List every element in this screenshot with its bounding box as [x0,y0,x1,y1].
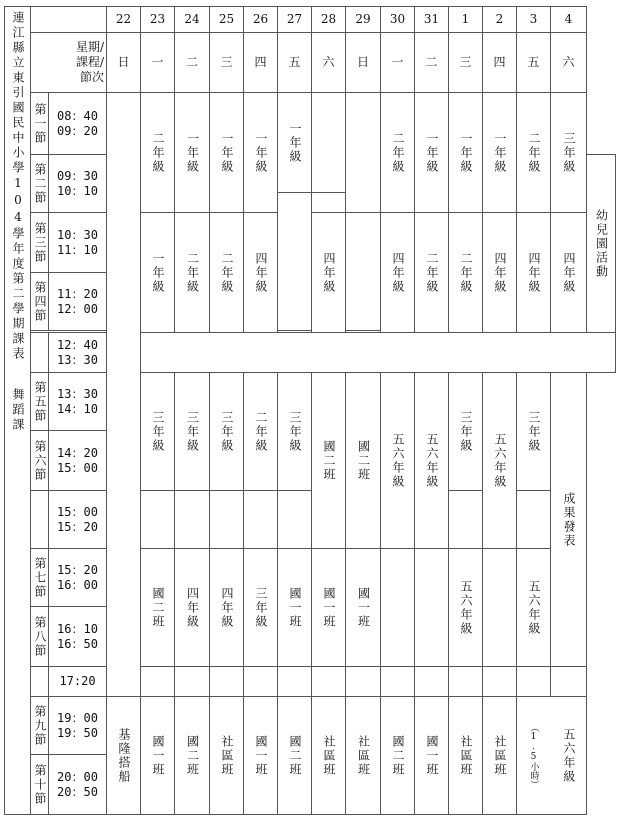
empty-cell [278,193,312,331]
schedule-cell: 國二班 [312,373,346,549]
date-header: 24 [175,7,210,33]
time-slot: 13：30 14：10 [49,373,107,431]
time-slot: 11：20 12：00 [49,273,107,331]
schedule-cell: 幼兒園活動 [587,155,616,333]
empty-cell [312,93,346,193]
date-header: 26 [244,7,278,33]
date-header: 3 [517,7,551,33]
time-slot: 15：20 16：00 [49,549,107,607]
weekday-header: 一 [381,33,415,93]
side-title: 連江縣立東引國民中小學104學年度第二學期課表 [11,11,25,362]
empty-cell [483,549,517,667]
corner-blank [31,7,107,33]
date-header: 30 [381,7,415,33]
schedule-cell: 一年級 [244,93,278,213]
schedule-cell: 四年級 [517,213,551,333]
date-header: 1 [449,7,483,33]
weekday-header: 六 [551,33,587,93]
schedule-cell: 一年級 [449,93,483,213]
empty-cell [278,491,312,549]
schedule-cell: 五六年級 [449,549,483,667]
schedule-cell: 四年級 [312,213,346,333]
time-slot: 10：30 11：10 [49,213,107,273]
schedule-cell: 一年級 [278,93,312,193]
side-subtitle: 舞蹈課 [11,388,25,433]
date-header: 28 [312,7,346,33]
schedule-cell: 四年級 [175,549,210,667]
time-slot: 08：40 09：20 [49,93,107,155]
schedule-cell: 五六年級 [483,373,517,549]
schedule-cell: 成果發表 [551,373,587,667]
time-slot: 20：00 20：50 [49,755,107,815]
period-label: 第四節 [31,273,49,331]
schedule-cell: 國一班 [244,697,278,815]
period-label: 第七節 [31,549,49,607]
schedule-cell: 一年級 [141,213,175,333]
empty-cell [381,667,415,697]
empty-cell [210,491,244,549]
schedule-cell: 五六年級 [517,549,551,667]
empty-cell [141,667,175,697]
time-slot: 14：20 15：00 [49,431,107,491]
empty-cell [346,213,381,331]
schedule-cell: 社區班 [346,697,381,815]
schedule-cell: 一年級 [415,93,449,213]
schedule-cell: 四年級 [483,213,517,333]
weekday-header: 五 [278,33,312,93]
weekday-header: 日 [107,33,141,93]
empty-cell [483,667,517,697]
empty-cell [244,491,278,549]
schedule-cell: 四年級 [210,549,244,667]
schedule-cell: 二年級 [244,373,278,491]
corner-label: 星期/ 課程/ 節次 [31,33,107,93]
period-label: 第五節 [31,373,49,431]
empty-cell [175,667,210,697]
schedule-cell: 國一班 [312,549,346,667]
date-header: 31 [415,7,449,33]
weekday-header: 五 [517,33,551,93]
schedule-cell: 二年級 [175,213,210,333]
empty-cell [210,667,244,697]
schedule-cell: 三年級 [278,373,312,491]
time-slot: 09：30 10：10 [49,155,107,213]
schedule-cell: 四年級 [551,213,587,333]
schedule-cell: 基隆搭船 [107,697,141,815]
schedule-cell: 社區班 [312,697,346,815]
schedule-cell: 四年級 [244,213,278,333]
weekday-header: 二 [175,33,210,93]
empty-cell [381,549,415,667]
period-label: 第三節 [31,213,49,273]
schedule-cell: 國二班 [141,549,175,667]
schedule-table [4,6,616,815]
schedule-cell: 國一班 [278,549,312,667]
empty-cell [517,667,551,697]
empty-cell [551,667,587,697]
time-slot: 17:20 [49,667,107,697]
empty-cell [278,667,312,697]
schedule-cell: 三年級 [244,549,278,667]
weekday-header: 四 [483,33,517,93]
period-label: 第六節 [31,431,49,491]
schedule-cell: 五六年級 [415,373,449,549]
weekday-header: 日 [346,33,381,93]
empty-cell [449,491,483,549]
schedule-cell: 三年級 [517,373,551,491]
schedule-cell: 二年級 [517,93,551,213]
schedule-cell: 二年級 [449,213,483,333]
empty-cell [346,93,381,213]
date-header: 27 [278,7,312,33]
schedule-cell: 社區班 [449,697,483,815]
period-label: 第二節 [31,155,49,213]
time-slot: 16：10 16：50 [49,607,107,667]
schedule-cell: 一年級 [175,93,210,213]
schedule-cell: 五六年級 [381,373,415,549]
period-label: 第八節 [31,607,49,667]
hours-note: （1.5小時） [528,722,539,789]
weekday-header: 二 [415,33,449,93]
empty-cell [312,667,346,697]
date-header: 23 [141,7,175,33]
date-header: 2 [483,7,517,33]
date-header: 4 [551,7,587,33]
schedule-cell: 社區班 [483,697,517,815]
schedule-cell: 三年級 [210,373,244,491]
schedule-cell: 二年級 [415,213,449,333]
empty-cell [517,491,551,549]
weekday-header: 三 [210,33,244,93]
schedule-cell: 國一班 [141,697,175,815]
period-label: 第一節 [31,93,49,155]
schedule-cell: 國一班 [346,549,381,667]
time-slot: 12：40 13：30 [49,333,107,373]
schedule-cell: 國二班 [381,697,415,815]
weekday-header: 四 [244,33,278,93]
empty-cell [415,549,449,667]
schedule-cell: 二年級 [141,93,175,213]
weekday-header: 六 [312,33,346,93]
side-title-cell [5,7,31,815]
schedule-cell: 二年級 [381,93,415,213]
schedule-cell: 社區班 [210,697,244,815]
schedule-cell: 國二班 [278,697,312,815]
empty-cell [107,93,141,697]
time-slot: 15：00 15：20 [49,491,107,549]
schedule-cell: 三年級 [175,373,210,491]
date-header: 25 [210,7,244,33]
schedule-cell: 三年級 [141,373,175,491]
empty-cell [141,491,175,549]
schedule-cell: 四年級 [381,213,415,333]
schedule-cell: 國二班 [175,697,210,815]
empty-cell [415,667,449,697]
schedule-cell: 三年級 [449,373,483,491]
empty-cell [31,667,49,697]
empty-cell [175,491,210,549]
period-label: 第十節 [31,755,49,815]
empty-cell [31,333,49,373]
empty-cell [346,667,381,697]
schedule-cell: 國二班 [346,373,381,549]
schedule-cell: 一年級 [483,93,517,213]
schedule-cell: 一年級 [210,93,244,213]
lunch-break-row [141,333,616,373]
schedule-cell: 二年級 [210,213,244,333]
date-header: 22 [107,7,141,33]
date-header: 29 [346,7,381,33]
time-slot: 19：00 19：50 [49,697,107,755]
empty-cell [244,667,278,697]
schedule-cell [517,697,587,815]
grade-label: 五六年級 [561,727,576,784]
weekday-header: 三 [449,33,483,93]
schedule-cell: 國一班 [415,697,449,815]
schedule-cell: 三年級 [551,93,587,213]
weekday-header: 一 [141,33,175,93]
empty-cell [449,667,483,697]
period-label: 第九節 [31,697,49,755]
empty-cell [31,491,49,549]
